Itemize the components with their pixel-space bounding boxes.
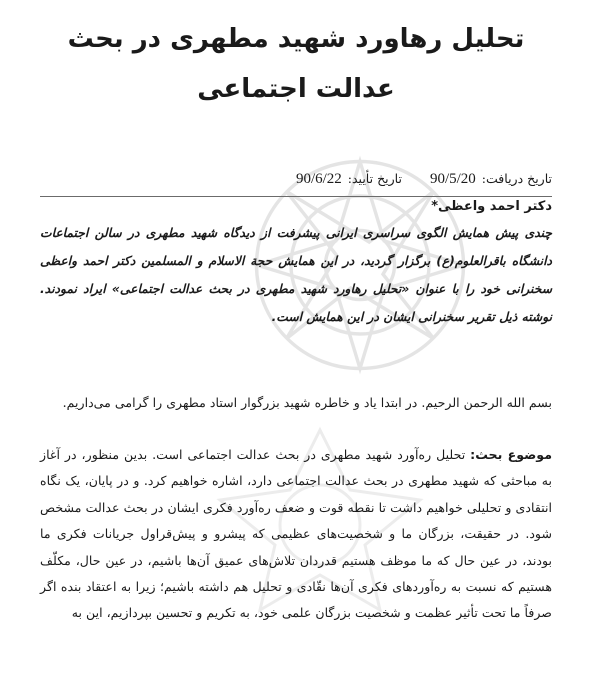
accepted-date xyxy=(296,171,402,188)
abstract: چندی پیش همایش الگوی سراسری ایرانی پیشرفت از دیدگاه شهید مطهری در سالن اجتماعات دانشگاه باقرالعلوم(ع) برگزار گردید، در این همایش حجة الاسلام و المسلمین دکتر احمد واعظی سخنرانی خود را با عنوان «تحلیل رهاورد شهید مطهری در بحث عدالت اجتماعی» ایراد نمودند. نوشته ذیل تقریر سخنرانی ایشان در این همایش است. xyxy=(40,226,552,324)
received-date xyxy=(430,171,552,188)
body-paragraph-1: بسم الله الرحمن الرحیم. در ابتدا یاد و خاطره شهید بزرگوار استاد مطهری را گرامی می‌داریم. xyxy=(62,395,552,410)
accepted-value: 90/6/22 xyxy=(295,171,342,187)
article-title-line-1: تحلیل رهاورد شهید مطهری در بحث xyxy=(67,24,525,54)
article-title-line-2: عدالت اجتماعی xyxy=(197,74,395,104)
topic-lead: موضوع بحث: xyxy=(470,447,552,462)
header-divider xyxy=(40,196,552,197)
accepted-label: تاریخ تأیید: xyxy=(347,171,402,186)
body-paragraph-2-text: تحلیل ره‌آورد شهید مطهری در بحث عدالت اجتماعی است. بدین منظور، در آغاز به مباحثی که شهید مطهری در بحث عدالت اجتماعی دارد، اشاره خواهیم کرد. و در پایان، یک نگاه انتقادی و تحلیلی خواهیم داشت تا نقطه قوت و ضعف ره‌آورد فکری ایشان در بحث عدالت مشخص شود. در حقیقت، بزرگان ما و شخصیت‌های عظیمی که پیشرو و پیش‌قراول جریانات فکری ما بودند، در عین حال که ما موظف هستیم قدردان تلاش‌های عمیق آن‌ها باشیم، در عین حال، مکلّف هستیم که نسبت به ره‌آوردهای فکری آن‌ها نقّادی و تحلیل هم داشته باشیم؛ زیرا به اعتقاد بنده اگر صرفاً ما تحت تأثیر عظمت و شخصیت بزرگان علمی خود، به تکریم و تحسین بپردازیم، این به xyxy=(40,447,552,621)
received-value: 90/5/20 xyxy=(429,171,476,187)
received-label: تاریخ دریافت: xyxy=(481,171,552,186)
body-paragraph-2 xyxy=(40,442,552,627)
article-dates xyxy=(296,171,552,188)
author-name: دکتر احمد واعظی* xyxy=(431,199,552,214)
